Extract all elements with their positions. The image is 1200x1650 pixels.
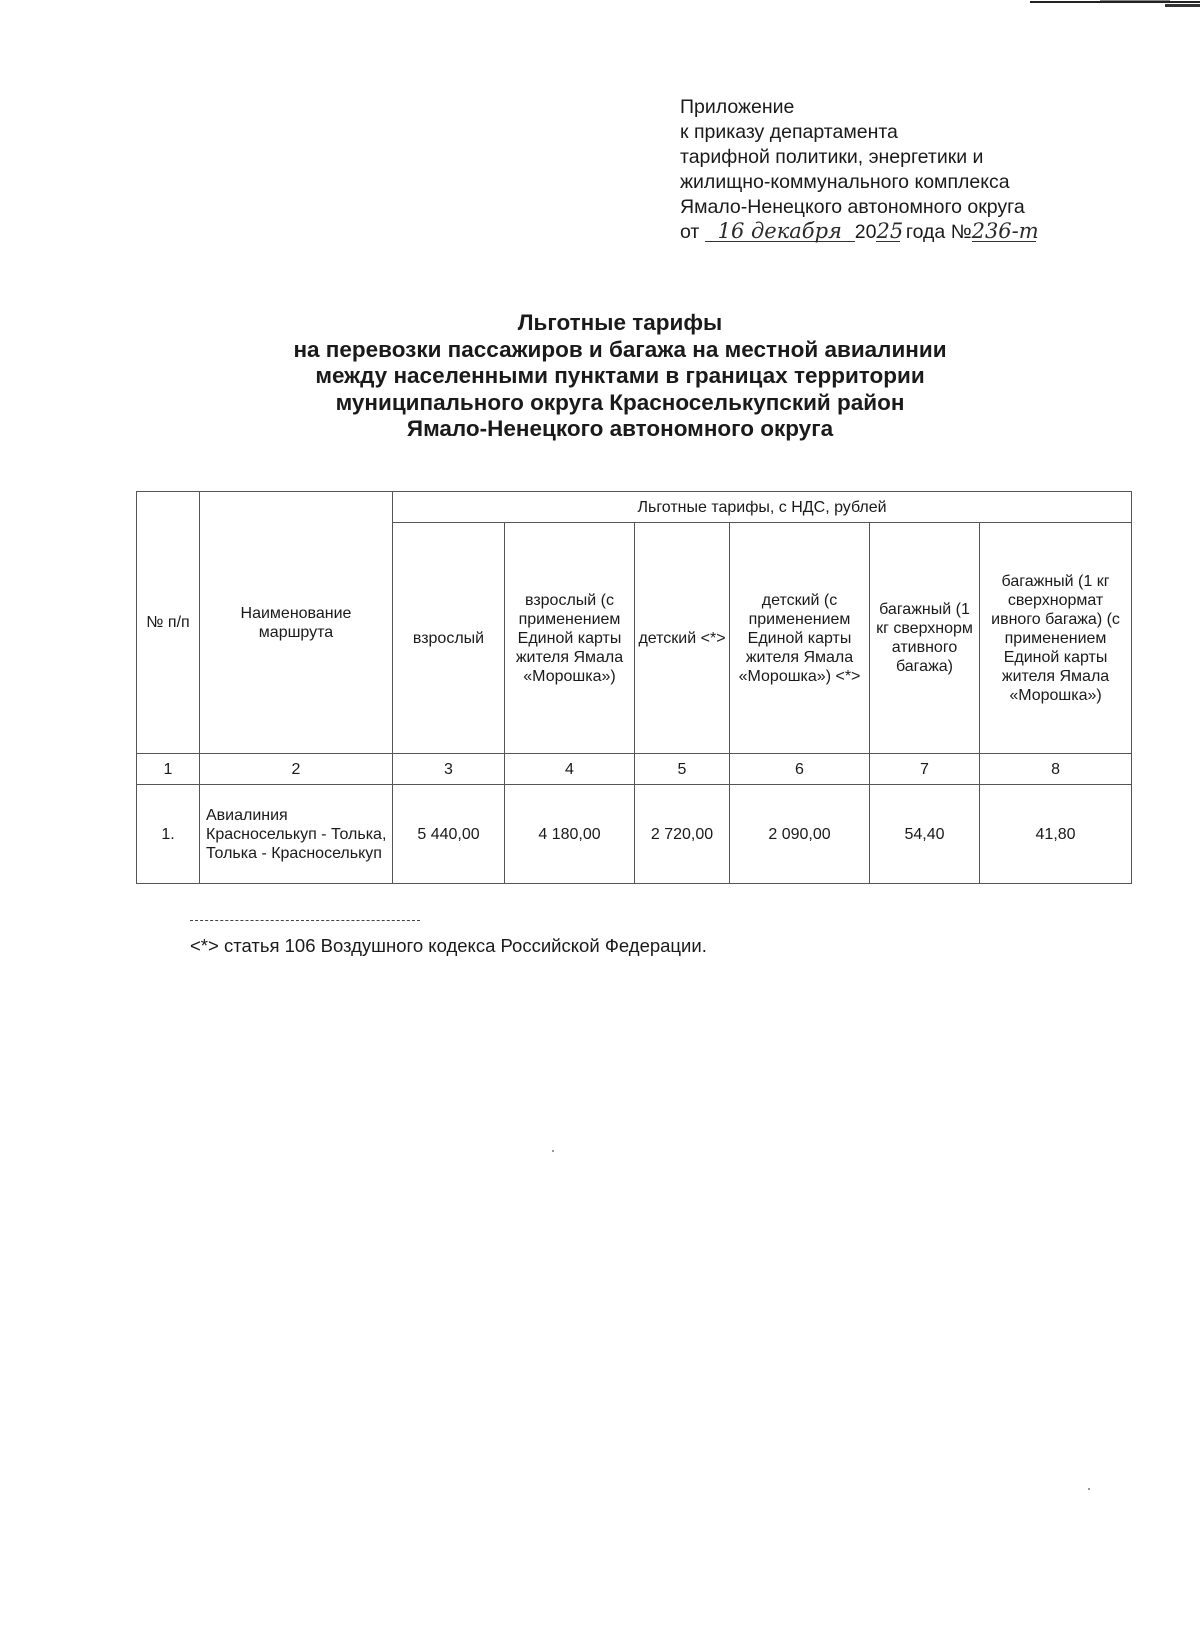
header-baggage: багажный (1 кг сверхнорм ативного багажа) — [870, 523, 980, 754]
column-number: 1 — [137, 754, 200, 785]
tariffs-table — [136, 491, 1132, 884]
header-adult-card: взрослый (с применением Единой карты жителя Ямала «Морошка») — [505, 523, 635, 754]
column-number: 8 — [980, 754, 1132, 785]
value-child: 2 720,00 — [635, 785, 730, 884]
handwritten-order-number: 236-т — [971, 219, 1039, 243]
column-number: 4 — [505, 754, 635, 785]
header-child: детский <*> — [635, 523, 730, 754]
title-line: между населенными пунктами в границах территории — [315, 363, 925, 388]
year-prefix: 20 — [854, 221, 877, 243]
row-no: 1. — [137, 785, 200, 884]
appendix-line: Приложение — [680, 96, 795, 118]
column-number: 6 — [730, 754, 870, 785]
row-route: Авиалиния Красноселькуп - Толька, Толька - Красноселькуп — [200, 785, 393, 884]
appendix-line: Ямало-Ненецкого автономного округа — [680, 196, 1025, 218]
appendix-line: тарифной политики, энергетики и — [680, 146, 984, 168]
value-baggage: 54,40 — [870, 785, 980, 884]
appendix-line: к приказу департамента — [680, 121, 898, 143]
handwritten-year: 25 — [876, 219, 904, 243]
scan-speck — [1088, 1488, 1090, 1490]
column-number: 3 — [393, 754, 505, 785]
scan-speck — [552, 1150, 554, 1152]
scan-edge-marks — [0, 0, 1200, 10]
header-group-tariffs: Льготные тарифы, с НДС, рублей — [393, 492, 1132, 523]
value-adult-card: 4 180,00 — [505, 785, 635, 884]
title-line: на перевозки пассажиров и багажа на местной авиалинии — [293, 336, 947, 362]
value-baggage-card: 41,80 — [980, 785, 1132, 884]
column-number: 2 — [200, 754, 393, 785]
value-adult: 5 440,00 — [393, 785, 505, 884]
table-row — [137, 785, 1132, 884]
column-number: 7 — [870, 754, 980, 785]
header-child-card: детский (с применением Единой карты жителя Ямала «Морошка») <*> — [730, 523, 870, 754]
title-line: муниципального округа Красноселькупский район — [335, 389, 905, 415]
header-baggage-card: багажный (1 кг сверхнормат ивного багажа) (с применением Единой карты жителя Ямала «Морошка») — [980, 523, 1132, 754]
header-adult: взрослый — [393, 523, 505, 754]
column-number: 5 — [635, 754, 730, 785]
title-line: Льготные тарифы — [517, 310, 723, 335]
title-line: Ямало-Ненецкого автономного округа — [406, 416, 834, 441]
document-title — [130, 310, 1110, 443]
value-child-card: 2 090,00 — [730, 785, 870, 884]
footnote: <*> статья 106 Воздушного кодекса Российской Федерации. — [190, 935, 707, 956]
appendix-header — [680, 95, 1150, 245]
header-route: Наименование маршрута — [200, 492, 393, 754]
appendix-date-line — [680, 220, 1150, 245]
header-no: № п/п — [137, 492, 200, 754]
date-prefix: от — [680, 221, 700, 243]
appendix-line: жилищно-коммунального комплекса — [680, 171, 1010, 193]
handwritten-date: 16 декабря — [705, 221, 855, 242]
year-word: года № — [905, 221, 972, 243]
footnote-divider — [190, 920, 420, 921]
